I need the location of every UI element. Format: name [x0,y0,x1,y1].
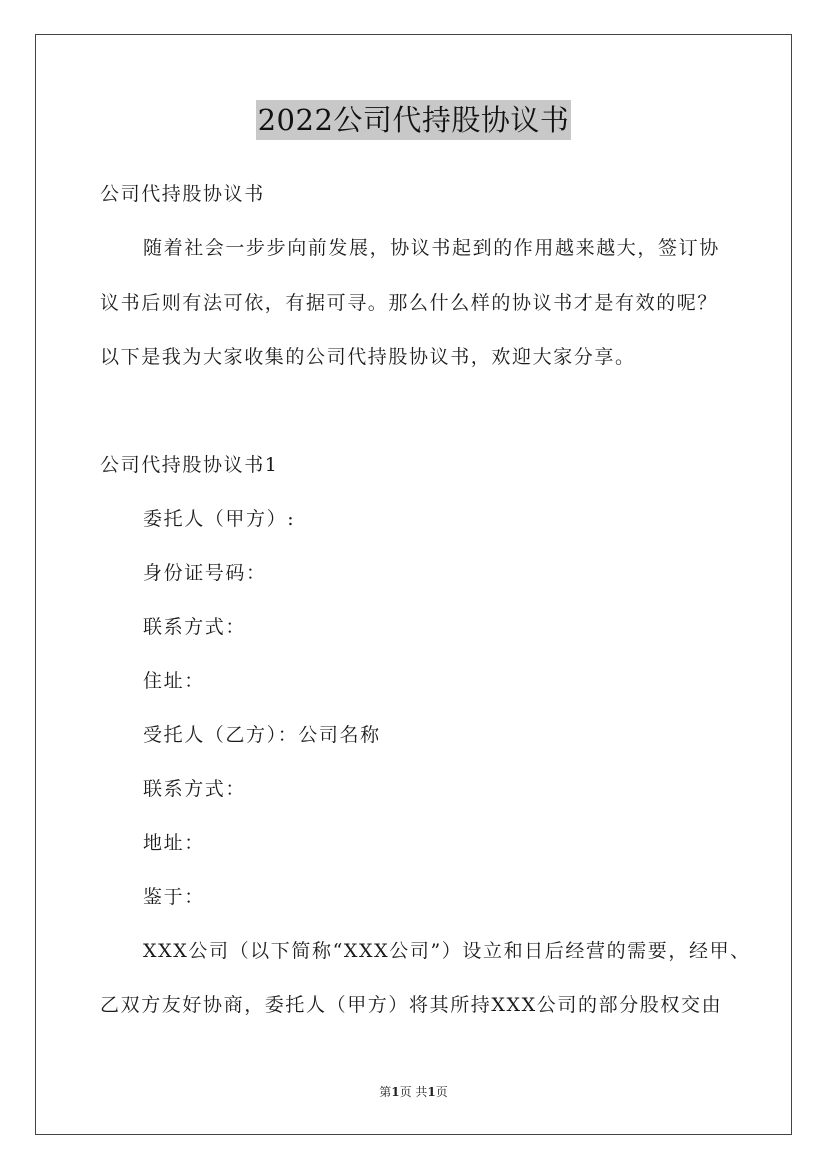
field-whereas: 鉴于： [143,886,205,908]
body-line-2: 乙双方友好协商，委托人（甲方）将其所持XXX公司的部分股权交由 [100,994,723,1016]
intro-line-1: 随着社会一步步向前发展，协议书起到的作用越来越大，签订协 [143,237,720,259]
field-id-number: 身份证号码： [143,562,267,584]
field-residence: 住址： [143,670,205,692]
document-subtitle: 公司代持股协议书 [100,183,265,205]
footer-current-page: 1 [391,1085,400,1099]
footer-total-pages: 1 [427,1085,436,1099]
field-principal: 委托人（甲方）: [143,508,296,530]
intro-line-3: 以下是我为大家收集的公司代持股协议书，欢迎大家分享。 [100,346,636,368]
field-trustee: 受托人（乙方）：公司名称 [143,724,381,746]
section-title: 公司代持股协议书1 [100,454,279,476]
title-container [0,100,827,140]
field-address: 地址： [143,832,205,854]
intro-line-2: 议书后则有法可依，有据可寻。那么什么样的协议书才是有效的呢？ [100,292,719,314]
field-contact-a: 联系方式： [143,616,247,638]
field-contact-b: 联系方式： [143,778,247,800]
footer-suffix: 页 [435,1085,448,1099]
footer-mid: 页 共 [399,1085,428,1099]
page-footer [0,1084,827,1100]
body-line-1: XXX公司（以下简称“XXX公司”）设立和日后经营的需要，经甲、 [143,940,751,962]
footer-prefix: 第 [379,1085,392,1099]
document-title: 2022公司代持股协议书 [256,100,572,140]
